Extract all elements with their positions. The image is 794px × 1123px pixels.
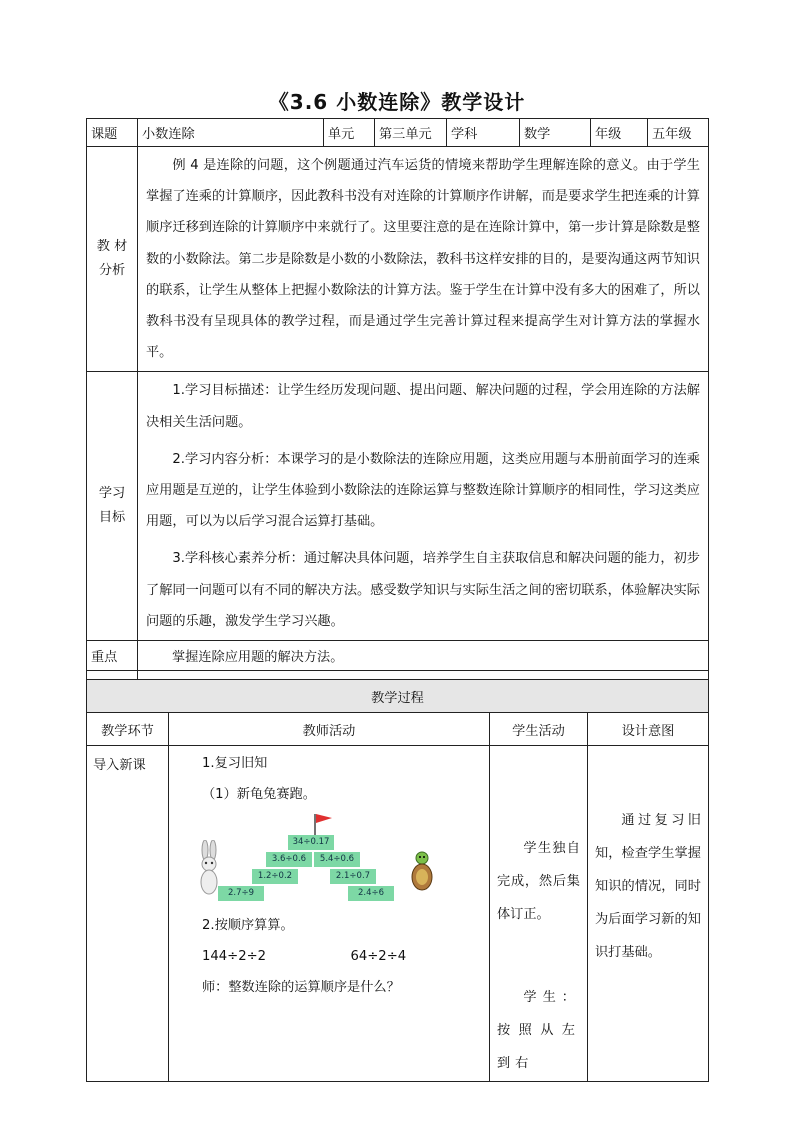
- header-student: 学生活动: [490, 713, 588, 746]
- race-box: 34÷0.17: [288, 835, 334, 850]
- review-step: 1.复习旧知: [202, 756, 268, 771]
- rabbit-icon: [196, 840, 222, 898]
- student-answer: 学生：按照从左到右: [497, 990, 580, 1071]
- race-box: 2.1÷0.7: [330, 869, 376, 884]
- expression: 144÷2÷2: [202, 949, 267, 964]
- header-intent: 设计意图: [588, 713, 709, 746]
- design-intent: 通过复习旧知，检查学生掌握知识的情况，同时为后面学习新的知识打基础。: [595, 813, 701, 960]
- order-step: 2.按顺序算算。: [202, 918, 294, 933]
- topic-label: 课题: [87, 119, 138, 147]
- key-point-label: 重点: [87, 641, 138, 671]
- grade-value: 五年级: [648, 119, 709, 147]
- teacher-question: 师：整数连除的运算顺序是什么？: [202, 980, 400, 995]
- race-box: 5.4÷0.6: [314, 852, 360, 867]
- race-box: 2.4÷6: [348, 886, 394, 901]
- teaching-process-table: [86, 679, 709, 1082]
- page-title: 《3.6 小数连除》教学设计: [268, 90, 526, 114]
- process-title: 教学过程: [87, 680, 709, 713]
- goals-label: 学习 目标: [87, 372, 138, 641]
- goal-item: 1.学习目标描述：让学生经历发现问题、提出问题、解决问题的过程，学会用连除的方法解决相关生活问题。: [146, 383, 700, 430]
- race-game-figure: [200, 810, 488, 910]
- key-point-text: 掌握连除应用题的解决方法。: [138, 641, 709, 671]
- subject-label: 学科: [447, 119, 520, 147]
- unit-label: 单元: [324, 119, 375, 147]
- analysis-label: 教 材 分析: [87, 147, 138, 372]
- header-stage: 教学环节: [87, 713, 169, 746]
- subject-value: 数学: [520, 119, 591, 147]
- goal-item: 3.学科核心素养分析：通过解决具体问题，培养学生自主获取信息和解决问题的能力，初步了解同一问题可以有不同的解决方法。感受数学知识与实际生活之间的密切联系，体验解决实际问题的乐趣，激发学生学习兴趣。: [146, 551, 700, 629]
- lesson-info-table: [86, 118, 709, 701]
- expression: 64÷2÷4: [350, 949, 407, 964]
- race-box: 3.6÷0.6: [266, 852, 312, 867]
- race-box: 1.2÷0.2: [252, 869, 298, 884]
- race-step: （1）新龟兔赛跑。: [202, 787, 316, 802]
- student-activity: 学生独自完成，然后集体订正。: [497, 841, 580, 922]
- grade-label: 年级: [591, 119, 648, 147]
- unit-value: 第三单元: [375, 119, 447, 147]
- goal-item: 2.学习内容分析：本课学习的是小数除法的连除应用题，这类应用题与本册前面学习的连乘应用题是互逆的，让学生体验到小数除法的连除运算与整数连除计算顺序的相同性，学习这类应用题，可以为以后学习混合运算打基础。: [146, 451, 700, 530]
- stage-cell: 导入新课: [87, 746, 169, 1082]
- turtle-icon: [410, 850, 434, 894]
- expressions-row: [170, 941, 488, 972]
- topic-value: 小数连除: [138, 119, 324, 147]
- analysis-text: 例 4 是连除的问题，这个例题通过汽车运货的情境来帮助学生理解连除的意义。由于学生掌握了连乘的计算顺序，因此教科书没有对连除的计算顺序作讲解，而是要求学生把连乘的计算顺序迁移到连除的计算顺序中来就行了。这里要注意的是在连除计算中，第一步计算是除数是整数的小数除法。第二步是除数是小数的小数除法，教科书这样安排的目的，是要沟通这两节知识的联系，让学生从整体上把握小数除法的计算方法。鉴于学生在计算中没有多大的困难了，所以教科书没有呈现具体的教学过程，而是通过学生完善计算过程来提高学生对计算方法的掌握水平。: [146, 158, 700, 361]
- header-teacher: 教师活动: [169, 713, 490, 746]
- race-box: 2.7÷9: [218, 886, 264, 901]
